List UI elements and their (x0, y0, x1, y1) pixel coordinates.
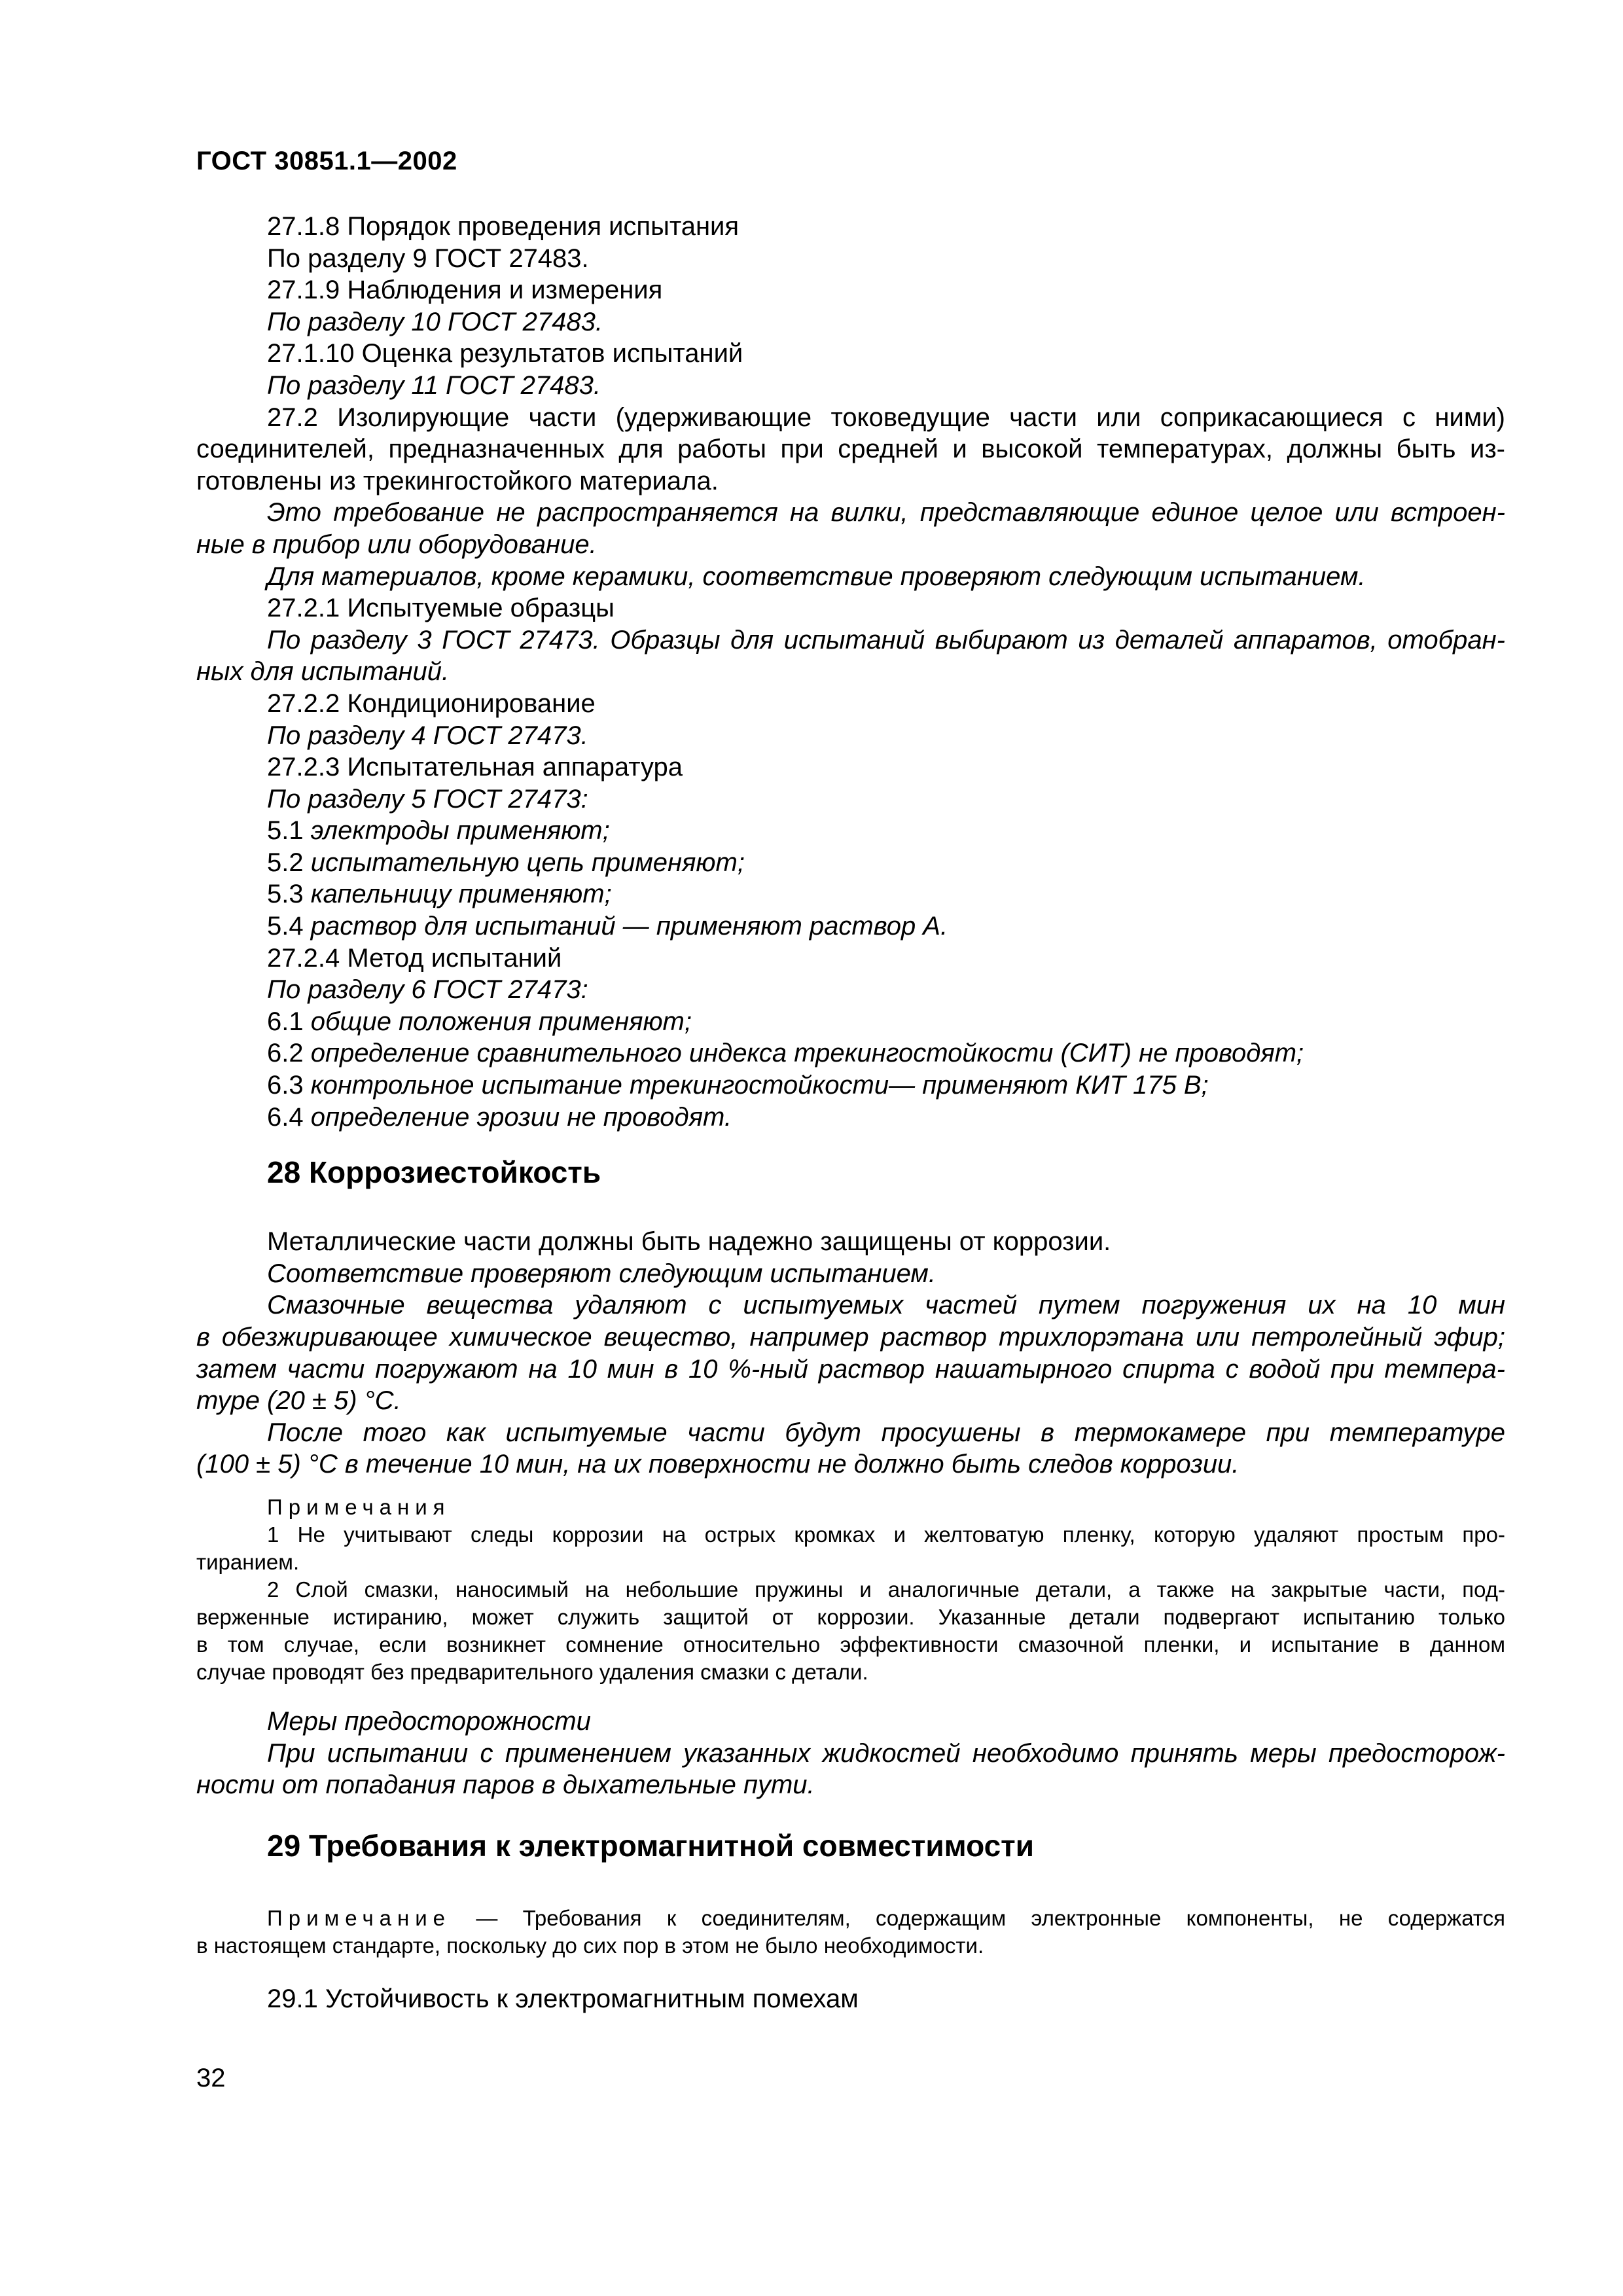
notes-block (196, 1494, 1505, 1686)
paragraph-line: Смазочные вещества удаляют с испытуемых частей путем погружения их на 10 мин (267, 1291, 1505, 1320)
clause-heading: 27.1.8 Порядок проведения испытания (267, 212, 740, 241)
paragraph-line: соединителей, предназначенных для работы при средней и высокой температурах, должны быть из- (196, 435, 1505, 464)
clause-heading: 27.1.9 Наблюдения и измерения (267, 276, 663, 305)
note-line: 1 Не учитывают следы коррозии на острых кромках и желтоватую пленку, которую удаляют простым про- (267, 1522, 1505, 1547)
notes-title: Примечания (267, 1494, 451, 1519)
note-label: Примечание (267, 1905, 452, 1930)
paragraph-line: После того как испытуемые части будут просушены в термокамере при температуре (267, 1418, 1505, 1447)
list-item: 5.2 испытательную цепь применяют; (267, 848, 745, 877)
paragraph-line: При испытании с применением указанных жидкостей необходимо принять меры предосторож- (267, 1738, 1505, 1768)
clause-heading: 27.1.10 Оценка результатов испытаний (267, 339, 743, 368)
clause-heading: 27.2.2 Кондиционирование (267, 689, 596, 718)
note-block (196, 1905, 1505, 1960)
paragraph-line: По разделу 3 ГОСТ 27473. Образцы для испытаний выбирают из деталей аппаратов, отобран- (267, 625, 1505, 655)
note-line: верженные истиранию, может служить защитой от коррозии. Указанные детали подвергают испытанию только (196, 1604, 1505, 1629)
clause-text: По разделу 11 ГОСТ 27483. (267, 370, 601, 400)
paragraph-line: Металлические части должны быть надежно защищены от коррозии. (267, 1227, 1111, 1257)
paragraph-line: (100 ± 5) °С в течение 10 мин, на их поверхности не должно быть следов коррозии. (196, 1450, 1240, 1479)
paragraph-line: ных для испытаний. (196, 657, 450, 687)
section-heading-29: 29 Требования к электромагнитной совместимости (267, 1828, 1034, 1863)
section-heading-28: 28 Коррозиестойкость (267, 1155, 601, 1190)
clause-text: По разделу 5 ГОСТ 27473: (267, 784, 588, 814)
precautions-title: Меры предосторожности (267, 1706, 591, 1736)
note-line: в настоящем стандарте, поскольку до сих пор в этом не было необходимости. (196, 1933, 984, 1958)
paragraph-line: ности от попадания паров в дыхательные пути. (196, 1770, 815, 1800)
note-line: тиранием. (196, 1549, 300, 1574)
note-line: в том случае, если возникнет сомнение относительно эффективности смазочной пленки, и испытание в данном (196, 1632, 1505, 1657)
list-item: 5.4 раствор для испытаний — применяют раствор А. (267, 912, 948, 941)
list-item: 6.4 определение эрозии не проводят. (267, 1102, 732, 1132)
list-item: 6.3 контрольное испытание трекингостойкости— применяют КИТ 175 В; (267, 1071, 1209, 1100)
clause-text: По разделу 9 ГОСТ 27483. (267, 243, 589, 273)
clause-text: По разделу 4 ГОСТ 27473. (267, 721, 588, 750)
note-line: Примечание — Требования к соединителям, содержащим электронные компоненты, не содержатся (267, 1905, 1505, 1930)
document-page (196, 0, 1505, 2296)
paragraph-line: Это требование не распространяется на вилки, представляющие единое целое или встроен- (267, 498, 1505, 528)
note-line: случае проводят без предварительного удаления смазки с детали. (196, 1659, 868, 1684)
page-number: 32 (196, 2064, 226, 2092)
paragraph-line: туре (20 ± 5) °С. (196, 1386, 401, 1416)
document-body (196, 211, 1505, 2015)
paragraph-line: Для материалов, кроме керамики, соответствие проверяют следующим испытанием. (267, 562, 1366, 591)
list-item: 5.1 электроды применяют; (267, 816, 610, 846)
paragraph-line: Соответствие проверяют следующим испытанием. (267, 1259, 936, 1288)
paragraph-line: ные в прибор или оборудование. (196, 529, 597, 559)
paragraph-line: затем части погружают на 10 мин в 10 %-ный раствор нашатырного спирта с водой при темпера- (196, 1354, 1505, 1384)
list-item: 6.1 общие положения применяют; (267, 1007, 692, 1036)
paragraph-line: 27.2 Изолирующие части (удерживающие токоведущие части или соприкасающиеся с ними) (267, 403, 1505, 432)
paragraph-line: в обезжиривающее химическое вещество, например раствор трихлорэтана или петролейный эфир; (196, 1323, 1505, 1352)
clause-heading: 27.2.3 Испытательная аппаратура (267, 753, 683, 782)
clause-text: По разделу 10 ГОСТ 27483. (267, 307, 603, 336)
note-line: 2 Слой смазки, наносимый на небольшие пружины и аналогичные детали, а также на закрытые части, под- (267, 1577, 1505, 1602)
list-item: 5.3 капельницу применяют; (267, 880, 612, 909)
paragraph-line: готовлены из трекингостойкого материала. (196, 466, 719, 495)
clause-heading: 27.2.1 Испытуемые образцы (267, 594, 615, 623)
clause-heading: 29.1 Устойчивость к электромагнитным помехам (267, 1984, 859, 2013)
clause-heading: 27.2.4 Метод испытаний (267, 943, 562, 973)
list-item: 6.2 определение сравнительного индекса трекингостойкости (СИТ) не проводят; (267, 1039, 1304, 1068)
document-header: ГОСТ 30851.1—2002 (196, 147, 457, 175)
clause-text: По разделу 6 ГОСТ 27473: (267, 975, 588, 1005)
